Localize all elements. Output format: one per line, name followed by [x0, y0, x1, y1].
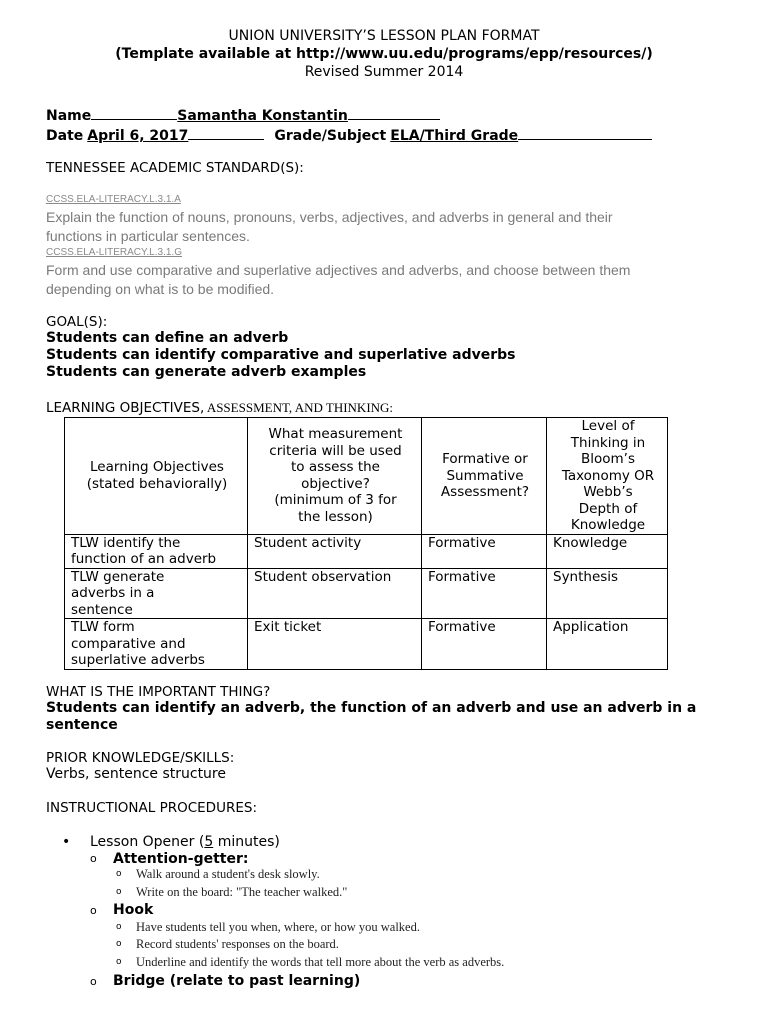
standard-text-1-line2: functions in particular sentences.: [46, 228, 250, 244]
objective-text: adverbs in a: [71, 585, 155, 601]
standard-text-1-line1: Explain the function of nouns, pronouns, verbs, adjectives, and adverbs in general and their: [46, 209, 613, 225]
lesson-opener-minutes: 5: [204, 834, 214, 850]
bridge-label: Bridge (relate to past learning): [113, 973, 361, 989]
col-header-assessment: [422, 418, 547, 535]
square-bullet-icon: o: [116, 922, 122, 932]
objectives-heading-rest: ASSESSMENT, AND THINKING:: [204, 400, 394, 415]
thinking-cell: Knowledge: [547, 534, 668, 568]
objective-cell: [65, 619, 248, 670]
attention-getter-label: Attention-getter:: [113, 851, 249, 867]
attention-item-2: Write on the board: "The teacher walked.": [136, 885, 348, 899]
circle-bullet-icon: o: [90, 975, 97, 988]
standards-heading: TENNESSEE ACADEMIC STANDARD(S):: [46, 160, 304, 176]
objectives-heading-bold: LEARNING OBJECTIVES,: [46, 400, 205, 416]
criteria-cell: Student activity: [248, 534, 422, 568]
lesson-opener-post: minutes): [213, 834, 280, 850]
hook-item-3: Underline and identify the words that tell more about the verb as adverbs.: [136, 955, 505, 969]
col-header-text: Formative or: [442, 451, 528, 467]
circle-bullet-icon: o: [90, 904, 97, 917]
objective-cell: [65, 568, 248, 619]
table-header-row: [65, 418, 668, 535]
square-bullet-icon: o: [116, 887, 122, 897]
standard-code-1[interactable]: CCSS.ELA-LITERACY.L.3.1.A: [46, 194, 181, 205]
date-underline: [188, 125, 264, 140]
grade-value: ELA/Third Grade: [390, 128, 519, 144]
assessment-cell: Formative: [422, 534, 547, 568]
date-grade-row: [46, 125, 652, 145]
goal-item-1: Students can define an adverb: [46, 330, 289, 346]
goals-heading: GOAL(S):: [46, 314, 108, 330]
grade-label: Grade/Subject: [274, 128, 387, 144]
standard-code-2[interactable]: CCSS.ELA-LITERACY.L.3.1.G: [46, 247, 182, 258]
attention-item-1: Walk around a student's desk slowly.: [136, 867, 320, 881]
criteria-cell: Exit ticket: [248, 619, 422, 670]
prior-text: Verbs, sentence structure: [46, 766, 226, 782]
name-underline-b: [348, 105, 440, 120]
goal-item-2: Students can identify comparative and superlative adverbs: [46, 347, 516, 363]
table-row: [65, 534, 668, 568]
standard-text-1: [46, 208, 686, 246]
col-header-thinking: [547, 418, 668, 535]
col-header-objectives: [65, 418, 248, 535]
table-row: [65, 619, 668, 670]
objective-cell: [65, 534, 248, 568]
criteria-cell: Student observation: [248, 568, 422, 619]
revised-note: Revised Summer 2014: [304, 64, 464, 80]
hook-item-1: Have students tell you when, where, or how you walked.: [136, 920, 420, 934]
circle-bullet-icon: o: [90, 852, 97, 865]
assessment-cell: Formative: [422, 568, 547, 619]
objective-text: comparative and: [71, 635, 186, 652]
objective-text: sentence: [71, 601, 133, 618]
standard-text-2-line1: Form and use comparative and superlative adjectives and adverbs, and choose between them: [46, 262, 631, 278]
goal-item-3: Students can generate adverb examples: [46, 364, 367, 380]
grade-underline: [518, 125, 652, 140]
name-underline-a: [91, 105, 177, 120]
objective-text: function of an adverb: [71, 551, 217, 567]
col-header-text: Bloom’s: [580, 451, 635, 467]
hook-item-2: Record students' responses on the board.: [136, 937, 339, 951]
col-header-text: Webb’s: [583, 484, 633, 500]
objective-text: TLW form: [71, 619, 135, 635]
objective-text: TLW identify the: [71, 534, 181, 551]
square-bullet-icon: o: [116, 939, 122, 949]
lesson-opener-pre: Lesson Opener (: [90, 834, 205, 850]
standard-text-2-line2: depending on what is to be modified.: [46, 281, 275, 297]
important-text-line1: Students can identify an adverb, the function of an adverb and use an adverb in a: [46, 700, 697, 716]
name-row: [46, 105, 440, 125]
objective-text: TLW generate: [71, 568, 165, 585]
col-header-text: Depth of: [578, 500, 638, 517]
name-label: Name: [46, 108, 92, 124]
date-value: April 6, 2017: [87, 128, 189, 144]
square-bullet-icon: o: [116, 957, 122, 967]
important-heading: WHAT IS THE IMPORTANT THING?: [46, 684, 271, 700]
bullet-dot-icon: •: [62, 834, 71, 850]
col-header-text: the lesson): [298, 508, 373, 525]
table-row: [65, 568, 668, 619]
document-title: UNION UNIVERSITY’S LESSON PLAN FORMAT: [228, 28, 540, 44]
objective-text: superlative adverbs: [71, 652, 205, 668]
col-header-text: What measurement: [268, 426, 403, 443]
objectives-table: [64, 417, 668, 670]
name-value: Samantha Konstantin: [177, 108, 348, 124]
col-header-text: Thinking in: [570, 434, 646, 451]
square-bullet-icon: o: [116, 869, 122, 879]
thinking-cell: Application: [547, 619, 668, 670]
objectives-heading: [46, 399, 393, 417]
important-text-line2: sentence: [46, 717, 118, 733]
template-note: (Template available at http://www.uu.edu/programs/epp/resources/): [115, 46, 653, 62]
col-header-text: Level of: [581, 418, 635, 434]
col-header-text: criteria will be used: [269, 442, 402, 459]
document-header: [0, 27, 768, 81]
thinking-cell: Synthesis: [547, 568, 668, 619]
date-label: Date: [46, 128, 84, 144]
col-header-text: Assessment?: [440, 484, 530, 500]
col-header-text: objective?: [301, 475, 370, 492]
assessment-cell: Formative: [422, 619, 547, 670]
lesson-opener: [90, 834, 280, 851]
hook-label: Hook: [113, 902, 154, 918]
standard-text-2: [46, 261, 686, 299]
col-header-text: Knowledge: [570, 517, 646, 533]
col-header-text: (minimum of 3 for: [274, 492, 397, 509]
prior-heading: PRIOR KNOWLEDGE/SKILLS:: [46, 750, 235, 766]
col-header-text: Taxonomy OR: [561, 467, 655, 484]
col-header-criteria: [248, 418, 422, 535]
procedures-heading: INSTRUCTIONAL PROCEDURES:: [46, 800, 257, 816]
col-header-text: Summative: [446, 467, 524, 484]
col-header-text: Learning Objectives: [90, 459, 224, 476]
col-header-text: to assess the: [290, 459, 380, 476]
col-header-text: (stated behaviorally): [86, 475, 228, 492]
